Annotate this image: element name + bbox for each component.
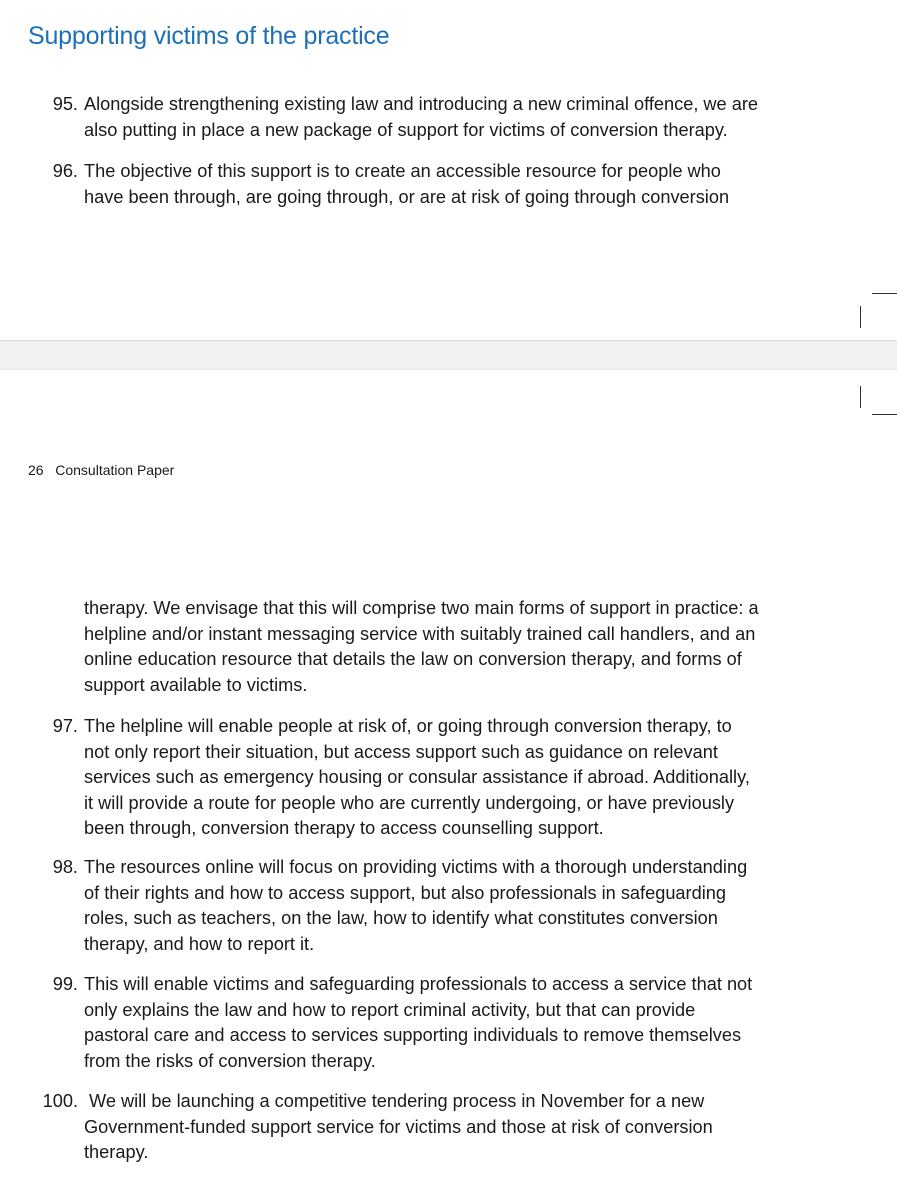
text-line: therapy, and how to report it.	[84, 933, 315, 954]
text-line: support available to victims.	[84, 674, 308, 695]
crop-mark-horizontal	[872, 293, 897, 294]
document-page-top	[0, 0, 897, 340]
crop-mark-vertical	[860, 306, 861, 328]
text-line: have been through, are going through, or are at risk of going through conversion	[84, 186, 730, 207]
paragraph-text	[84, 92, 758, 143]
paragraph-number: 99.	[52, 974, 78, 994]
paragraph-number: 95.	[52, 94, 78, 114]
text-line: been through, conversion therapy to access counselling support.	[84, 818, 604, 838]
text-line: helpline and/or instant messaging service with suitably trained call handlers, and an	[84, 623, 756, 644]
document-title: Consultation Paper	[55, 462, 175, 478]
text-line: We will be launching a competitive tendering process in November for a new	[89, 1091, 705, 1111]
text-line: only explains the law and how to report criminal activity, but that can provide	[84, 999, 696, 1020]
paragraph-number: 100.	[42, 1091, 78, 1111]
paragraph-text	[84, 1089, 713, 1166]
page-number: 26	[28, 462, 44, 478]
paragraph-text	[84, 972, 752, 1074]
page-separator	[0, 340, 897, 370]
text-line: not only report their situation, but access support such as guidance on relevant	[84, 741, 718, 762]
section-heading: Supporting victims of the practice	[28, 22, 390, 50]
paragraph-number: 98.	[52, 857, 78, 877]
text-line: therapy.	[84, 1142, 149, 1162]
text-line: services such as emergency housing or consular assistance if abroad. Additionally,	[84, 767, 750, 787]
paragraph-number: 97.	[52, 716, 78, 736]
text-line: also putting in place a new package of support for victims of conversion therapy.	[84, 119, 728, 140]
text-line: Government-funded support service for victims and those at risk of conversion	[84, 1116, 713, 1137]
text-line: pastoral care and access to services supporting individuals to remove themselves	[84, 1025, 742, 1045]
text-line: therapy. We envisage that this will comprise two main forms of support in practice: a	[84, 598, 759, 618]
page-footer	[28, 462, 174, 478]
crop-mark-vertical	[860, 386, 861, 408]
paragraph-text	[84, 855, 747, 957]
text-line: it will provide a route for people who are currently undergoing, or have previously	[84, 792, 735, 813]
text-line: Alongside strengthening existing law and introducing a new criminal offence, we are	[84, 94, 759, 114]
text-line: online education resource that details the law on conversion therapy, and forms of	[84, 649, 742, 669]
text-line: The resources online will focus on providing victims with a thorough understanding	[84, 857, 748, 877]
text-line: of their rights and how to access support, but also professionals in safeguarding	[84, 882, 726, 903]
paragraph-text	[84, 159, 729, 210]
text-line: The objective of this support is to create an accessible resource for people who	[84, 161, 721, 181]
paragraph-text	[84, 596, 759, 698]
crop-mark-horizontal	[872, 414, 897, 415]
paragraph-number: 96.	[52, 161, 78, 181]
text-line: roles, such as teachers, on the law, how to identify what constitutes conversion	[84, 908, 718, 928]
text-line: from the risks of conversion therapy.	[84, 1050, 376, 1071]
text-line: The helpline will enable people at risk of, or going through conversion therapy, to	[84, 716, 732, 736]
text-line: This will enable victims and safeguarding professionals to access a service that not	[84, 974, 753, 994]
paragraph-text	[84, 714, 750, 842]
